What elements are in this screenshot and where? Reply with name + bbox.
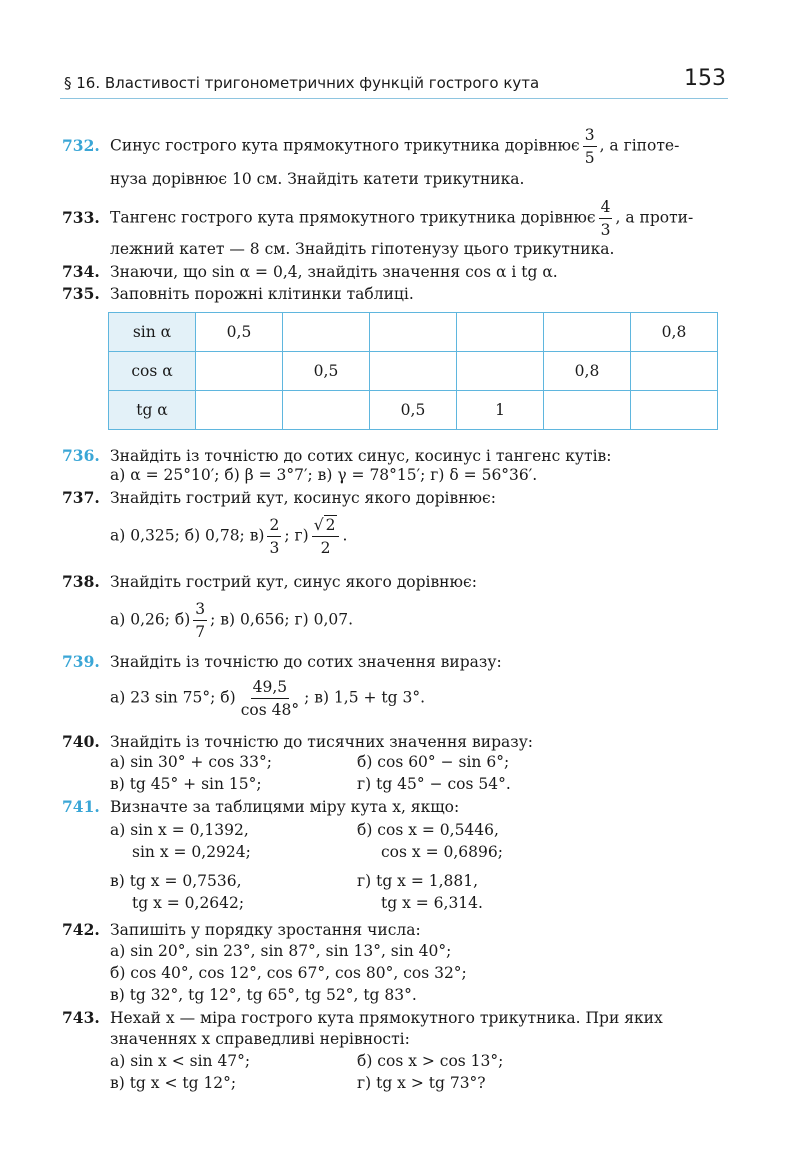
problem-number: 735. [62,284,100,303]
item-a: а) sin 20°, sin 23°, sin 87°, sin 13°, sin 40°; [110,942,452,960]
fraction: $\frac{4}{3}$ [600,198,611,239]
fraction: $\frac{3}{5}$ [584,126,595,167]
table-row [109,352,718,391]
problem-739-items: а) 23 sin 75°; б) $\frac{49,5}{\cos 48^\circ}$ ; в) 1,5 + tg 3°. [110,678,426,719]
item-d: г) tg 45° − cos 54°. [357,775,511,793]
problem-732-line2: нуза дорівнює 10 см. Знайдіть катети трикутника. [110,170,525,188]
table-cell: 0,8 [631,313,718,352]
item-a: а) sin 30° + cos 33°; [110,753,272,771]
problem-740: 740. Знайдіть із точністю до тисячних значення виразу: [62,732,534,751]
table-cell [631,352,718,391]
problem-739: 739. Знайдіть із точністю до сотих значення виразу: [62,652,502,671]
item-a: а) sin x < sin 47°; [110,1052,251,1070]
row-header: cos α [109,352,196,391]
problem-737-items: а) 0,325; б) 0,78; в) $\frac{2}{3}$ ; г) $\frac{√ 2}{2}$ . [110,516,348,557]
problem-742: 742. Запишіть у порядку зростання числа: [62,920,421,939]
problem-738-items: а) 0,26; б) $\frac{3}{7}$ ; в) 0,656; г) 0,07. [110,600,354,641]
row-header: sin α [109,313,196,352]
problem-number: 733. [62,207,100,227]
fraction: $\frac{49,5}{\cos 48^\circ}$ [240,678,300,719]
problem-743: 743. Нехай x — міра гострого кута прямокутного трикутника. При яких [62,1008,663,1027]
item-b1: б) cos x = 0,5446, [357,821,499,839]
item-c: в) tg x < tg 12°; [110,1074,237,1092]
problem-738: 738. Знайдіть гострий кут, синус якого дорівнює: [62,572,477,591]
table-row [109,313,718,352]
table-cell [544,313,631,352]
item-c: в) tg 32°, tg 12°, tg 65°, tg 52°, tg 83°. [110,986,417,1004]
table-cell [283,313,370,352]
problem-735: 735. Заповніть порожні клітинки таблиці. [62,284,414,303]
header-title: § 16. Властивості тригонометричних функцій гострого кута [64,74,540,92]
table-cell [196,391,283,430]
problem-number: 736. [62,446,100,465]
item-b2: cos x = 0,6896; [381,843,503,861]
page-header [60,68,728,99]
problem-number: 737. [62,488,100,507]
table-cell [457,313,544,352]
problem-736: 736. Знайдіть із точністю до сотих синус, косинус і тангенс кутів: [62,446,612,465]
table-cell: 0,5 [283,352,370,391]
fraction: $\frac{3}{7}$ [195,600,206,641]
table-cell: 0,8 [544,352,631,391]
problem-734: 734. Знаючи, що sin α = 0,4, знайдіть значення cos α і tg α. [62,262,558,281]
problem-number: 742. [62,920,100,939]
problem-number: 734. [62,262,100,281]
item-c2: tg x = 0,2642; [132,894,245,912]
item-d2: tg x = 6,314. [381,894,483,912]
problem-733: 733. Тангенс гострого кута прямокутного трикутника дорівнює $\frac{4}{3}$ , а проти- [62,198,694,239]
problem-number: 743. [62,1008,100,1027]
item-c: в) tg 45° + sin 15°; [110,775,262,793]
problem-number: 732. [62,135,100,155]
problem-number: 740. [62,732,100,751]
problem-733-line2: лежний катет — 8 см. Знайдіть гіпотенузу цього трикутника. [110,240,615,258]
item-b: б) cos 40°, cos 12°, cos 67°, cos 80°, cos 32°; [110,964,467,982]
table-cell [544,391,631,430]
problem-732: 732. Синус гострого кута прямокутного трикутника дорівнює $\frac{3}{5}$ , а гіпоте- [62,126,680,167]
table-cell: 1 [457,391,544,430]
item-d: г) tg x > tg 73°? [357,1074,486,1092]
item-a1: а) sin x = 0,1392, [110,821,249,839]
item-d1: г) tg x = 1,881, [357,872,479,890]
table-cell [631,391,718,430]
problem-number: 739. [62,652,100,671]
table-cell [196,352,283,391]
item-b: б) cos x > cos 13°; [357,1052,504,1070]
sqrt-fraction: $\frac{√ 2}{2}$ [312,514,340,559]
problem-736-items: а) α = 25°10′; б) β = 3°7′; в) γ = 78°15′; г) δ = 56°36′. [110,466,538,484]
page-number: 153 [684,66,726,91]
item-a2: sin x = 0,2924; [132,843,251,861]
problem-737: 737. Знайдіть гострий кут, косинус якого дорівнює: [62,488,496,507]
table-cell [457,352,544,391]
table-cell [283,391,370,430]
table-cell [370,352,457,391]
problem-743-line2: значеннях x справедливі нерівності: [110,1030,410,1048]
fraction: $\frac{2}{3}$ [269,516,280,557]
row-header: tg α [109,391,196,430]
problem-number: 741. [62,797,100,816]
problem-741: 741. Визначте за таблицями міру кута x, якщо: [62,797,460,816]
table-cell [370,313,457,352]
table-cell: 0,5 [370,391,457,430]
problem-number: 738. [62,572,100,591]
table-row [109,391,718,430]
item-c1: в) tg x = 0,7536, [110,872,242,890]
trig-table [108,312,718,430]
item-b: б) cos 60° − sin 6°; [357,753,510,771]
table-cell: 0,5 [196,313,283,352]
